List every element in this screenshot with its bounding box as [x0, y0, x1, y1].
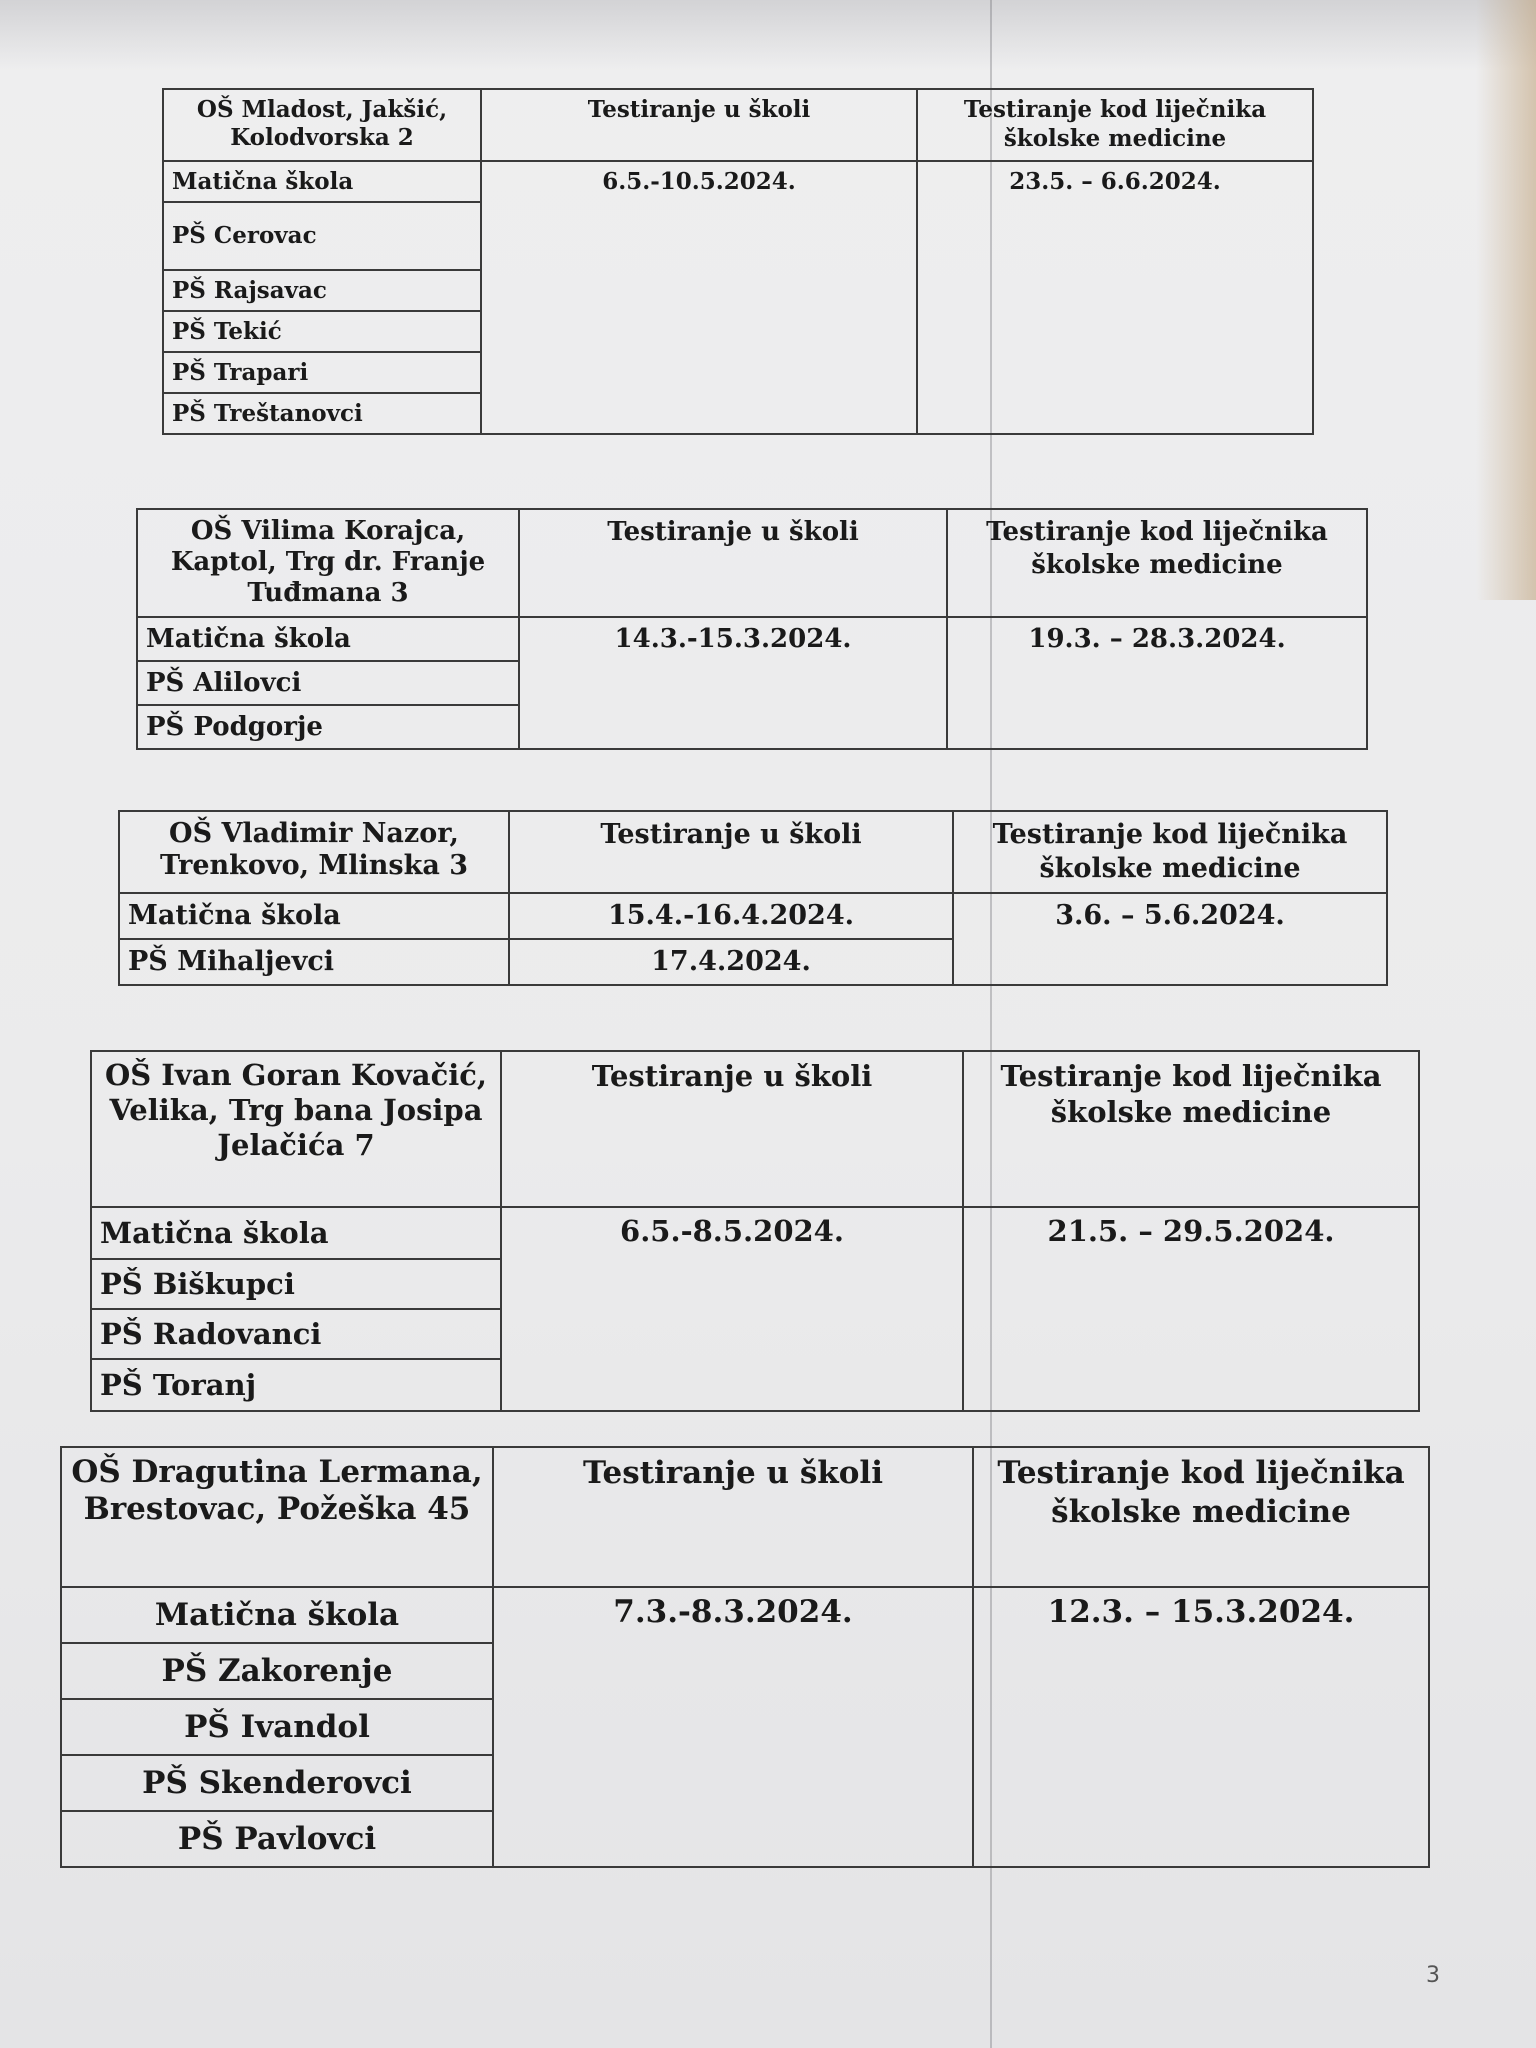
school-test-header: Testiranje u školi	[519, 509, 947, 617]
school-test-header: Testiranje u školi	[501, 1051, 963, 1207]
branch-cell: Matična škola	[61, 1587, 493, 1643]
school-test-header: Testiranje u školi	[509, 811, 953, 893]
doctor-test-header: Testiranje kod liječnika školske medicine	[963, 1051, 1419, 1207]
school-name: OŠ Vladimir Nazor, Trenkovo, Mlinska 3	[119, 811, 509, 893]
schedule-table-mladost	[162, 88, 1314, 435]
doctor-test-dates: 3.6. – 5.6.2024.	[953, 893, 1387, 985]
branch-cell: PŠ Skenderovci	[61, 1755, 493, 1811]
school-test-dates: 6.5.-10.5.2024.	[481, 161, 917, 434]
page-number: 3	[1426, 1963, 1440, 1988]
branch-cell: PŠ Toranj	[91, 1359, 501, 1411]
schedule-table-dragutina-lermana	[60, 1446, 1430, 1868]
branch-cell: PŠ Radovanci	[91, 1309, 501, 1359]
branch-cell: PŠ Alilovci	[137, 661, 519, 705]
school-name: OŠ Ivan Goran Kovačić, Velika, Trg bana Josipa Jelačića 7	[91, 1051, 501, 1207]
page-shadow	[0, 0, 1536, 70]
schedule-table-vladimir-nazor	[118, 810, 1388, 986]
branch-cell: PŠ Pavlovci	[61, 1811, 493, 1867]
school-name: OŠ Dragutina Lermana, Brestovac, Požeška 45	[61, 1447, 493, 1587]
doctor-test-dates: 19.3. – 28.3.2024.	[947, 617, 1367, 749]
school-name: OŠ Vilima Korajca, Kaptol, Trg dr. Franje Tuđmana 3	[137, 509, 519, 617]
branch-cell: PŠ Ivandol	[61, 1699, 493, 1755]
branch-cell: PŠ Biškupci	[91, 1259, 501, 1309]
branch-cell: PŠ Cerovac	[163, 202, 481, 270]
doctor-test-dates: 23.5. – 6.6.2024.	[917, 161, 1313, 434]
school-test-dates: 17.4.2024.	[509, 939, 953, 985]
branch-cell: PŠ Tekić	[163, 311, 481, 352]
school-test-dates: 7.3.-8.3.2024.	[493, 1587, 973, 1867]
branch-cell: PŠ Zakorenje	[61, 1643, 493, 1699]
schedule-table-vilima-korajca	[136, 508, 1368, 750]
branch-cell: PŠ Mihaljevci	[119, 939, 509, 985]
branch-cell: PŠ Trapari	[163, 352, 481, 393]
doctor-test-header: Testiranje kod liječnika školske medicine	[947, 509, 1367, 617]
branch-cell: PŠ Podgorje	[137, 705, 519, 749]
doctor-test-dates: 12.3. – 15.3.2024.	[973, 1587, 1429, 1867]
school-test-header: Testiranje u školi	[493, 1447, 973, 1587]
schedule-table-ivan-goran-kovacic	[90, 1050, 1420, 1412]
branch-cell: Matična škola	[91, 1207, 501, 1259]
desk-edge	[1476, 0, 1536, 600]
branch-cell: PŠ Rajsavac	[163, 270, 481, 311]
doctor-test-header: Testiranje kod liječnika školske medicine	[973, 1447, 1429, 1587]
branch-cell: Matična škola	[119, 893, 509, 939]
school-test-dates: 6.5.-8.5.2024.	[501, 1207, 963, 1411]
branch-cell: PŠ Treštanovci	[163, 393, 481, 434]
school-test-dates: 14.3.-15.3.2024.	[519, 617, 947, 749]
school-name: OŠ Mladost, Jakšić, Kolodvorska 2	[163, 89, 481, 161]
doctor-test-dates: 21.5. – 29.5.2024.	[963, 1207, 1419, 1411]
branch-cell: Matična škola	[163, 161, 481, 202]
doctor-test-header: Testiranje kod liječnika školske medicine	[953, 811, 1387, 893]
doctor-test-header: Testiranje kod liječnika školske medicine	[917, 89, 1313, 161]
branch-cell: Matična škola	[137, 617, 519, 661]
school-test-header: Testiranje u školi	[481, 89, 917, 161]
school-test-dates: 15.4.-16.4.2024.	[509, 893, 953, 939]
